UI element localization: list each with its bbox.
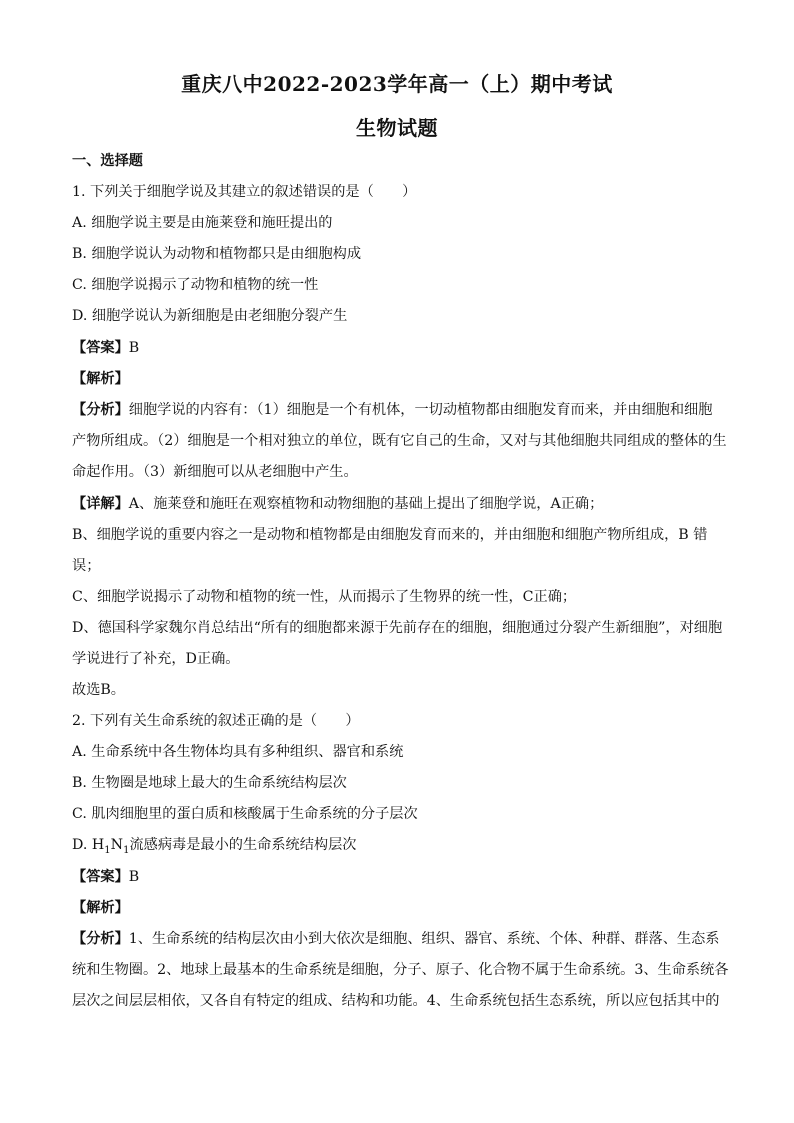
exam-subtitle: 生物试题 (356, 116, 438, 140)
q1-xiangjie-line: D、德国科学家魏尔肖总结出“所有的细胞都来源于先前存在的细胞，细胞通过分裂产生新细胞”，对细胞 (72, 620, 723, 636)
q1-stem: 1. 下列关于细胞学说及其建立的叙述错误的是（ ） (72, 184, 417, 200)
option-d-mid: N (110, 837, 124, 853)
q2-option-b: B. 生物圈是地球上最大的生命系统结构层次 (72, 775, 347, 791)
q1-answer (72, 338, 722, 358)
q1-fenxi-line (72, 400, 722, 420)
fenxi-text: 1、生命系统的结构层次由小到大依次是细胞、组织、器官、系统、个体、种群、群落、生态系 (128, 931, 720, 947)
q1-option-a: A. 细胞学说主要是由施莱登和施旺提出的 (72, 215, 333, 231)
fenxi-tag: 【分析】 (72, 402, 129, 418)
q1-conclusion: 故选B。 (72, 682, 125, 698)
q1-xiangjie-line (72, 494, 722, 514)
q2-analysis-tag: 【解析】 (72, 900, 129, 916)
q1-xiangjie-line: C、细胞学说揭示了动物和植物的统一性，从而揭示了生物界的统一性，C正确； (72, 589, 577, 605)
q1-xiangjie-line: 学说进行了补充，D正确。 (72, 651, 240, 667)
section-heading: 一、选择题 (72, 153, 143, 169)
q2-fenxi-line (72, 929, 722, 949)
q1-fenxi-line: 命起作用。（3）新细胞可以从老细胞中产生。 (72, 464, 358, 480)
fenxi-tag: 【分析】 (72, 931, 129, 947)
fenxi-text: 细胞学说的内容有：（1）细胞是一个有机体，一切动植物都由细胞发育而来，并由细胞和细胞 (128, 402, 713, 418)
exam-title: 重庆八中2022-2023学年高一（上）期中考试 (181, 72, 613, 96)
q1-analysis-tag: 【解析】 (72, 371, 129, 387)
answer-value: B (128, 869, 140, 885)
subscript: 1 (104, 844, 111, 856)
subscript: 1 (123, 844, 130, 856)
xiangjie-tag: 【详解】 (72, 496, 129, 512)
q2-option-c: C. 肌肉细胞里的蛋白质和核酸属于生命系统的分子层次 (72, 806, 418, 822)
q1-option-b: B. 细胞学说认为动物和植物都只是由细胞构成 (72, 246, 362, 262)
q1-xiangjie-line: B、细胞学说的重要内容之一是动物和植物都是由细胞发育而来的，并由细胞和细胞产物所组成，B 错 (72, 527, 708, 543)
q2-stem: 2. 下列有关生命系统的叙述正确的是（ ） (72, 713, 360, 729)
option-d-prefix: D. H (72, 837, 105, 853)
answer-value: B (128, 340, 140, 356)
answer-tag: 【答案】 (72, 340, 129, 356)
q1-option-c: C. 细胞学说揭示了动物和植物的统一性 (72, 277, 319, 293)
q2-fenxi-line: 统和生物圈。2、地球上最基本的生命系统是细胞，分子、原子、化合物不属于生命系统。3、生命系统各 (72, 962, 729, 978)
q1-fenxi-line: 产物所组成。（2）细胞是一个相对独立的单位，既有它自己的生命，又对与其他细胞共同组成的整体的生 (72, 433, 727, 449)
q2-fenxi-line: 层次之间层层相依，又各自有特定的组成、结构和功能。4、生命系统包括生态系统，所以应包括其中的 (72, 993, 720, 1009)
xiangjie-text: A、施莱登和施旺在观察植物和动物细胞的基础上提出了细胞学说，A正确； (128, 496, 604, 512)
q2-option-a: A. 生命系统中各生物体均具有多种组织、器官和系统 (72, 744, 404, 760)
q1-xiangjie-line: 误； (72, 558, 101, 574)
q2-answer (72, 867, 722, 887)
q1-option-d: D. 细胞学说认为新细胞是由老细胞分裂产生 (72, 308, 348, 324)
q2-option-d (72, 835, 722, 861)
option-d-rest: 流感病毒是最小的生命系统结构层次 (129, 837, 357, 853)
answer-tag: 【答案】 (72, 869, 129, 885)
